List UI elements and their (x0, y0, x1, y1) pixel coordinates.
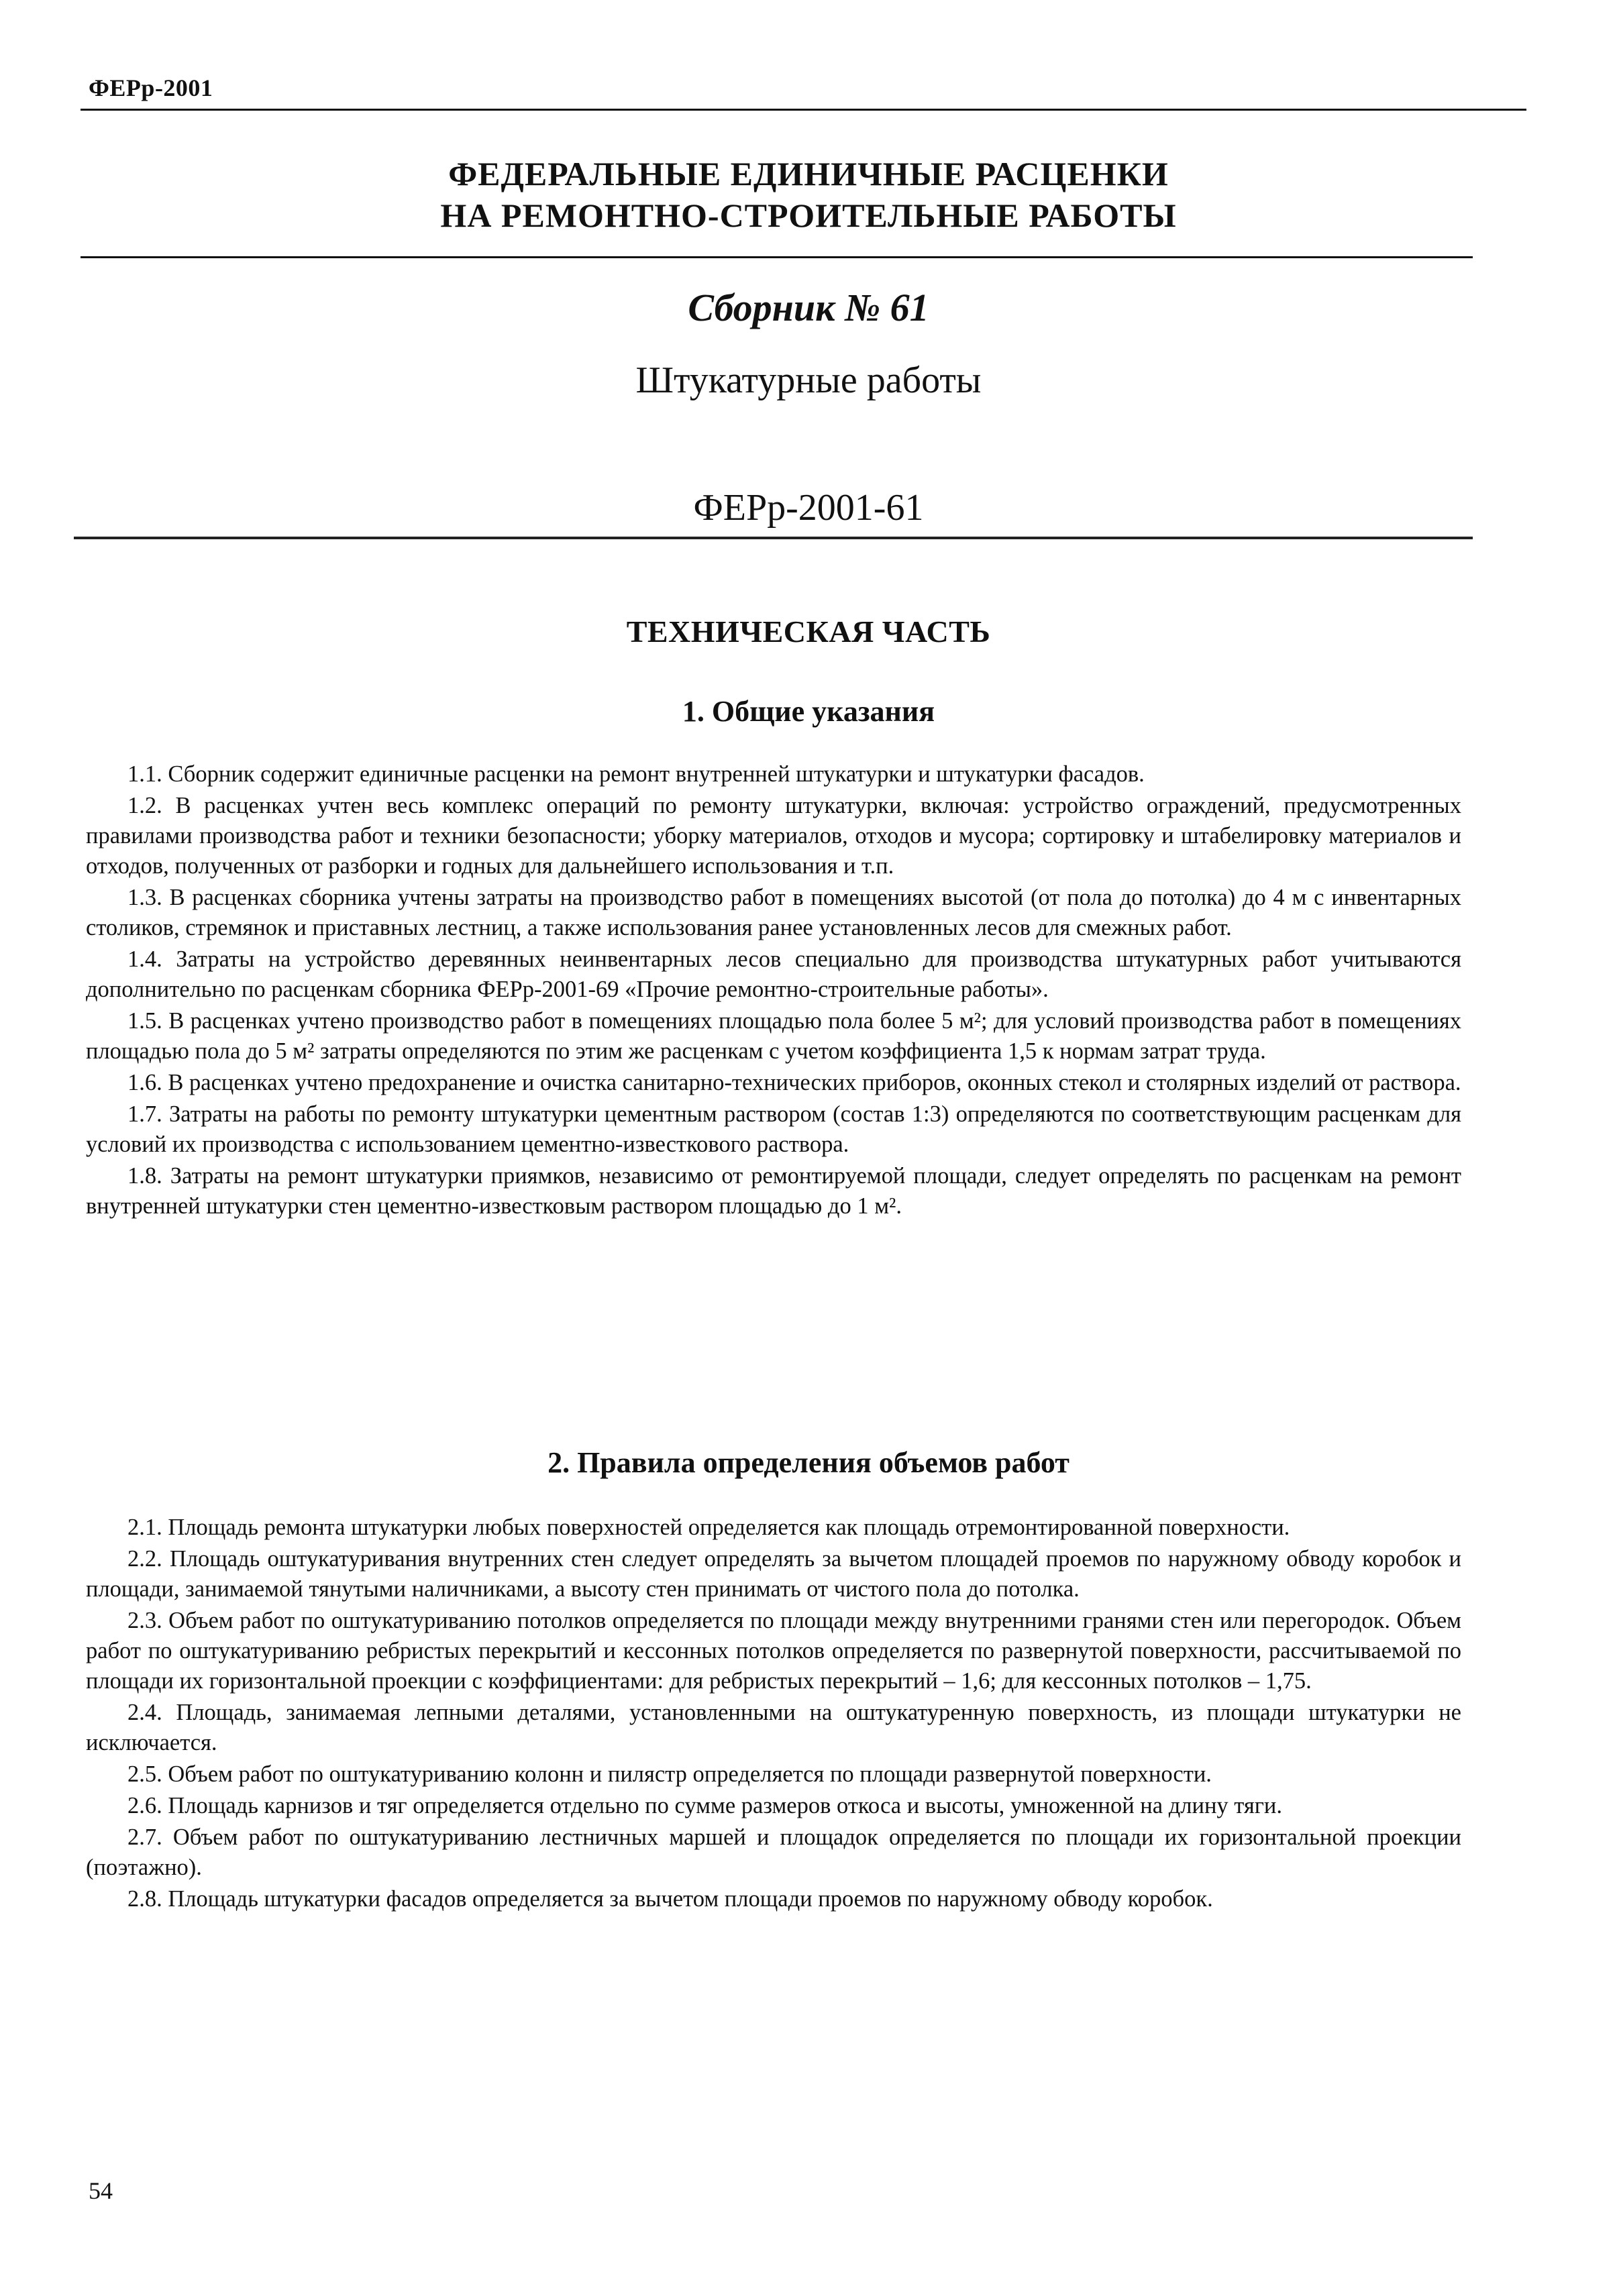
section-2-heading: 2. Правила определения объемов работ (547, 1446, 1070, 1479)
paragraph: 1.7. Затраты на работы по ремонту штукатурки цементным раствором (состав 1:3) определяются по соответствующим расценкам для условий их производства с использованием цементно-известкового раствора. (86, 1101, 1461, 1157)
header-rule (81, 109, 1526, 111)
code-rule (74, 537, 1473, 539)
paragraph: 1.6. В расценках учтено предохранение и очистка санитарно-технических приборов, оконных стекол и столярных изделий от раствора. (127, 1070, 1461, 1095)
paragraph: 1.8. Затраты на ремонт штукатурки приямков, независимо от ремонтируемой площади, следует определять по расценкам на ремонт внутренней штукатурки стен цементно-известковым раствором площадью до 1 м². (86, 1163, 1461, 1219)
running-head: ФЕРр-2001 (89, 74, 213, 101)
paragraph: 1.4. Затраты на устройство деревянных неинвентарных лесов специально для производства штукатурных работ учитываются дополнительно по расценкам сборника ФЕРр-2001-69 «Прочие ремонтно-строительные работы». (86, 946, 1461, 1002)
paragraph: 2.2. Площадь оштукатуривания внутренних стен следует определять за вычетом площадей проемов по наружному обводу коробок и площади, занимаемой тянутыми наличниками, а высоту стен принимать от чистого пола до потолка. (86, 1546, 1461, 1602)
paragraph: 2.3. Объем работ по оштукатуриванию потолков определяется по площади между внутренними гранями стен или перегородок. Объем работ по оштукатуриванию ребристых перекрытий и кессонных потолков определяется по развернутой поверхности, рассчитываемой по площади их горизонтальной проекции с коэффициентами: для ребристых перекрытий – 1,6; для кессонных потолков – 1,75. (86, 1608, 1461, 1694)
collection-label: Сборник № 61 (688, 286, 929, 329)
paragraph: 2.7. Объем работ по оштукатуриванию лестничных маршей и площадок определяется по площади их горизонтальной проекции (поэтажно). (86, 1824, 1461, 1880)
main-title-line-1: ФЕДЕРАЛЬНЫЕ ЕДИНИЧНЫЕ РАСЦЕНКИ (448, 155, 1169, 193)
paragraph: 2.5. Объем работ по оштукатуриванию колонн и пилястр определяется по площади развернутой поверхности. (127, 1761, 1212, 1787)
paragraph: 1.1. Сборник содержит единичные расценки на ремонт внутренней штукатурки и штукатурки фасадов. (127, 761, 1145, 787)
paragraph: 2.4. Площадь, занимаемая лепными деталями, установленными на оштукатуренную поверхность, из площади штукатурки не исключается. (86, 1700, 1461, 1755)
page-number: 54 (89, 2177, 113, 2204)
paragraph: 1.3. В расценках сборника учтены затраты на производство работ в помещениях высотой (от пола до потолка) до 4 м с инвентарных столиков, стремянок и приставных лестниц, а также использования ранее установленных лесов для смежных работ. (86, 885, 1461, 940)
collection-subject: Штукатурные работы (635, 360, 982, 401)
section-1-body (86, 759, 1461, 1223)
paragraph: 2.8. Площадь штукатурки фасадов определяется за вычетом площади проемов по наружному обводу коробок. (127, 1886, 1213, 1912)
main-title (0, 153, 1617, 236)
paragraph: 1.5. В расценках учтено производство работ в помещениях площадью пола более 5 м²; для условий производства работ в помещениях площадью пола до 5 м² затраты определяются по этим же расценкам с учетом коэффициента 1,5 к нормам затрат труда. (86, 1008, 1461, 1064)
collection-code: ФЕРр-2001-61 (693, 487, 924, 529)
section-1-heading: 1. Общие указания (682, 695, 935, 728)
technical-part-heading: ТЕХНИЧЕСКАЯ ЧАСТЬ (626, 614, 991, 649)
main-title-line-2: НА РЕМОНТНО-СТРОИТЕЛЬНЫЕ РАБОТЫ (440, 197, 1177, 234)
paragraph: 2.6. Площадь карнизов и тяг определяется отдельно по сумме размеров откоса и высоты, умноженной на длину тяги. (127, 1793, 1283, 1818)
paragraph: 1.2. В расценках учтен весь комплекс операций по ремонту штукатурки, включая: устройство ограждений, предусмотренных правилами производства работ и техники безопасности; уборку материалов, отходов и мусора; сортировку и штабелировку материалов и отходов, полученных от разборки и годных для дальнейшего использования и т.п. (86, 793, 1461, 879)
section-2-body (86, 1513, 1461, 1916)
paragraph: 2.1. Площадь ремонта штукатурки любых поверхностей определяется как площадь отремонтированной поверхности. (127, 1515, 1290, 1540)
title-rule (81, 256, 1473, 258)
